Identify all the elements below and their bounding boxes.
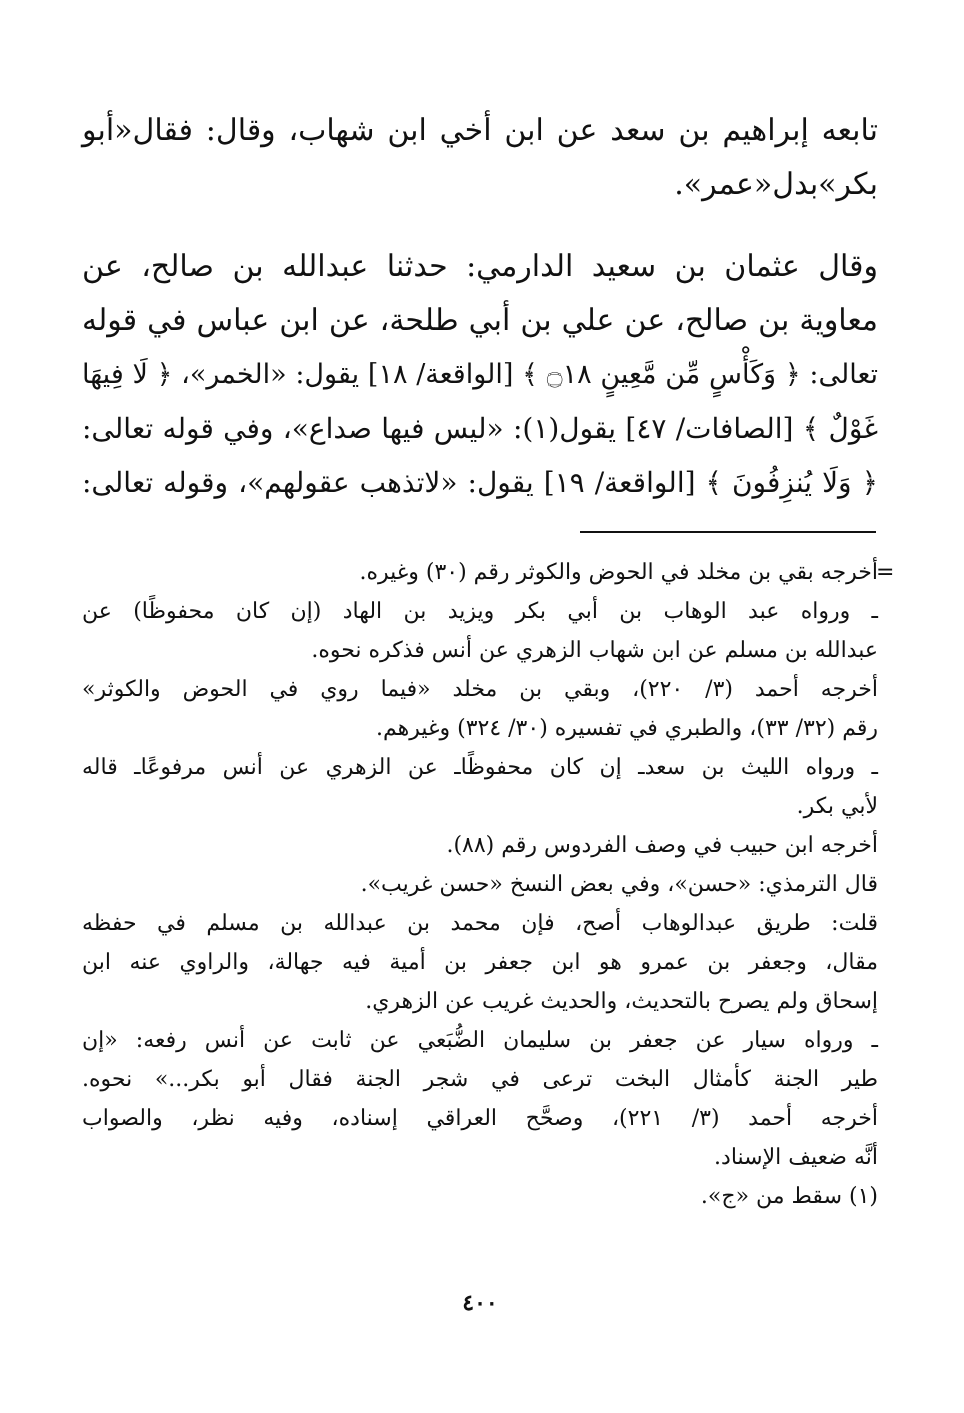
main-text-line: معاوية بن صالح، عن علي بن أبي طلحة، عن ابن عباس في قوله — [82, 303, 878, 338]
footnote-line: أنَّه ضعيف الإسناد. — [714, 1145, 878, 1170]
footnote-line: أخرجه أحمد (٣/ ٢٢٠)، وبقي بن مخلد «فيما روي في الحوض والكوثر» — [82, 677, 878, 702]
footnote-line: ـ ورواه عبد الوهاب بن أبي بكر ويزيد بن الهاد (إن كان محفوظًا) عن — [82, 599, 878, 624]
footnote-line: أخرجه بقي بن مخلد في الحوض والكوثر رقم (٣٠) وغيره. — [359, 560, 878, 585]
main-text-line: وقال عثمان بن سعيد الدارمي: حدثنا عبدالله بن صالح، عن — [82, 249, 878, 284]
footnote-line: إسحاق ولم يصرح بالتحديث، والحديث غريب عن الزهري. — [365, 989, 878, 1014]
footnote-separator — [580, 531, 876, 533]
footnote-line: (١) سقط من «ج». — [700, 1184, 878, 1209]
main-paragraph-1 — [82, 104, 878, 212]
footnote-line: لأبي بكر. — [796, 794, 878, 819]
footnote-line: مقال، وجعفر بن عمرو هو ابن جعفر بن أمية فيه جهالة، والراوي عنه ابن — [82, 950, 878, 975]
main-text-line: غَوْلٌ ﴾ [الصافات/ ٤٧] يقول(١): «ليس فيها صداع»، وفي قوله تعالى: — [82, 412, 878, 445]
footnotes — [82, 553, 878, 1216]
footnote-line: قلت: طريق عبدالوهاب أصح، فإن محمد بن عبدالله بن مسلم في حفظه — [82, 911, 879, 936]
footnote-line: قال الترمذي: «حسن»، وفي بعض النسخ «حسن غريب». — [360, 872, 878, 897]
footnote-line: أخرجه ابن حبيب في وصف الفردوس رقم (٨٨). — [446, 833, 878, 858]
main-paragraph-2 — [82, 240, 878, 510]
main-text-line: تعالى: ﴿ وَكَأْسٍ مِّن مَّعِينٍ ۝١٨ ﴾ [الواقعة/ ١٨] يقول: «الخمر»، ﴿ لَا فِيهَا — [82, 359, 878, 390]
main-text-line: تابعه إبراهيم بن سعد عن ابن أخي ابن شهاب، وقال: فقال«أبو — [82, 113, 878, 148]
main-text-line: بكر»بدل«عمر». — [674, 167, 878, 202]
footnote-line: ـ ورواه سيار عن جعفر بن سليمان الضُّبَعي عن ثابت عن أنس رفعه: «إن — [82, 1028, 878, 1053]
footnote-line: أخرجه أحمد (٣/ ٢٢١)، وصحَّح العراقي إسناده، وفيه نظر، والصواب — [82, 1106, 878, 1131]
footnote-line: طير الجنة كأمثال البخت ترعى في شجر الجنة فقال أبو بكر...» نحوه. — [82, 1067, 878, 1092]
footnote-line: رقم (٣٢/ ٣٣)، والطبري في تفسيره (٣٠/ ٣٢٤) وغيرهم. — [375, 716, 878, 741]
main-text-line: ﴿ وَلَا يُنزِفُونَ ﴾ [الواقعة/ ١٩] يقول: «لاتذهب عقولهم»، وقوله تعالى: — [82, 466, 878, 499]
footnote-line: عبدالله بن مسلم عن ابن شهاب الزهري عن أنس فذكره نحوه. — [311, 638, 878, 663]
footnote-continuation-marker: = — [876, 560, 895, 585]
footnote-line: ـ ورواه الليث بن سعدـ إن كان محفوظًاـ عن الزهري عن أنس مرفوعًاـ قاله — [82, 755, 878, 780]
page-number: ٤٠٠ — [462, 1290, 498, 1316]
